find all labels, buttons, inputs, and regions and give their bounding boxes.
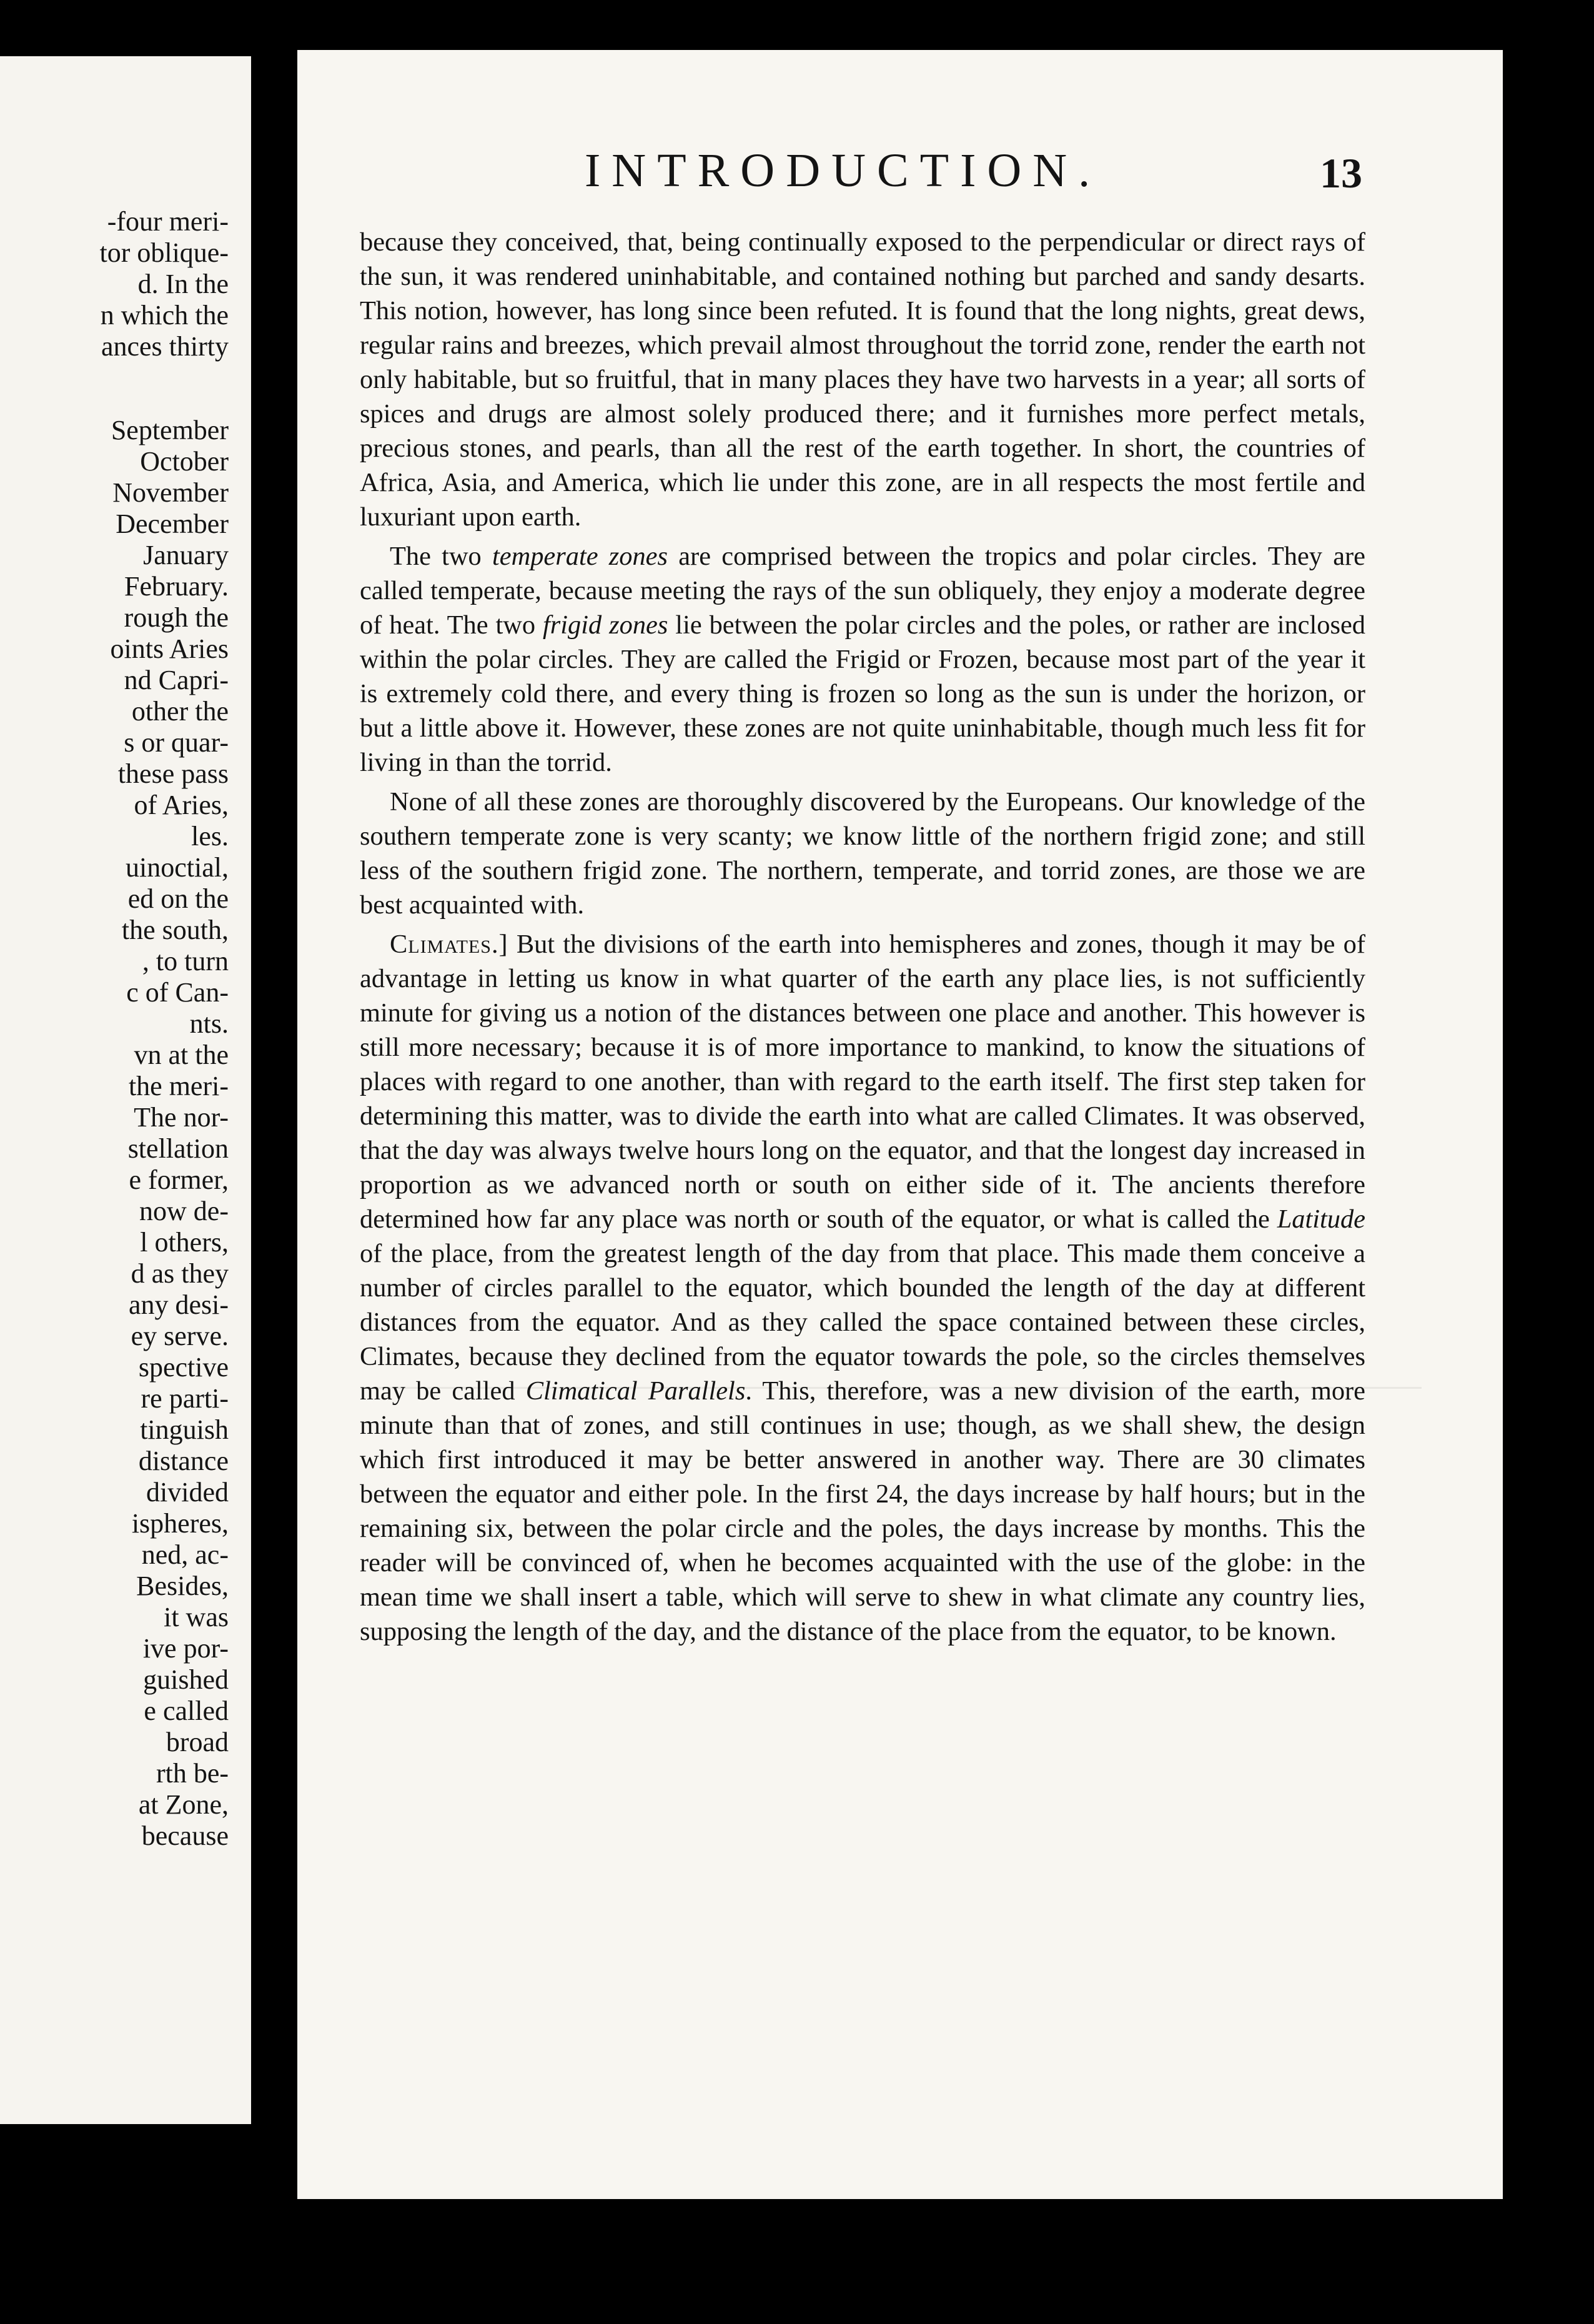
left-page-line: these pass [117,758,229,789]
left-page-line: c of Can- [126,977,229,1008]
left-page-line: oints Aries [110,633,229,664]
section-lead-climates: Climates.] [390,930,508,959]
left-page-line: the meri- [128,1071,229,1101]
left-page-line: s or quar- [124,727,229,758]
left-page-line: September [111,415,229,445]
left-page-line: December [116,509,229,539]
left-page-line: rough the [124,602,229,633]
left-page-line: other the [131,696,229,727]
left-page-line: ive por- [142,1633,229,1664]
left-page-line: February. [124,571,229,602]
left-page-line: January [143,540,229,570]
left-page-line: ned, ac- [141,1539,229,1570]
left-page-line: at Zone, [138,1789,229,1820]
left-page-line: -four meri- [107,206,229,237]
term-frigid-zones: frigid zones [543,610,668,640]
paragraph-temperate-frigid [360,539,1365,780]
left-page-line: nd Capri- [124,665,229,695]
left-page-line: stellation [127,1133,229,1164]
left-page-line: ey serve. [131,1321,229,1351]
left-page-line: re parti- [141,1383,229,1414]
paragraph-torrid-zone: because they conceived, that, being continually exposed to the perpendicular or direct rays of the sun, it was rendered uninhabitable, and contained nothing but parched and sandy desarts. This notion, however, has long since been refuted. It is found that the long nights, great dews, regular rains and breezes, which prevail almost throughout the torrid zone, render the earth not only habitable, but so fruitful, that in many places they have two harvests in a year; all sorts of spices and drugs are almost solely produced there; and it furnishes more perfect metals, precious stones, and pearls, than all the rest of the earth together. In short, the countries of Africa, Asia, and America, which lie under this zone, are in all respects the most fertile and luxuriant upon earth. [360,227,1365,532]
left-page-line: October [140,446,229,477]
left-page-line: The nor- [134,1102,229,1133]
left-page-line: e called [144,1696,229,1726]
page-header [297,144,1503,219]
left-page-fragment [0,56,251,2124]
term-temperate-zones: temperate zones [492,542,668,571]
left-page-line: d as they [131,1258,229,1289]
left-page-line: d. In the [137,269,229,299]
text-run: . This, therefore, was a new division of the earth, more minute than that of zones, and still continues in use; though, as we shall shew, the design which first introduced it may be better answered in another way. There are 30 climates between the equator and either pole. In the first 24, the days increase by half hours; but in the remaining six, between the polar circle and the poles, the days increase by months. This the reader will be convinced of, when he becomes acquainted with the use of the globe: in the mean time we shall insert a table, which will serve to shew in what climate any country lies, supposing the length of the day, and the distance of the place from the equator, to be known. [360,1376,1365,1646]
left-page-line [99,362,229,415]
left-page-line: ed on the [127,883,229,914]
left-page-line: rth be- [156,1758,229,1789]
left-page-line: spective [138,1352,229,1383]
term-latitude: Latitude [1277,1204,1365,1234]
right-page [297,50,1503,2199]
text-run: The two [390,542,493,571]
left-page-line: , to turn [142,946,229,976]
running-head: INTRODUCTION. [585,144,1102,197]
left-page-line: l others, [140,1227,229,1258]
left-page-line: broad [166,1727,229,1757]
left-page-line: tinguish [140,1414,229,1445]
left-page-line: tor oblique- [99,237,229,268]
left-page-line: November [112,477,229,508]
left-page-line: ispheres, [131,1508,229,1539]
left-page-line: distance [138,1446,229,1476]
left-page-line: guished [143,1664,229,1695]
left-page-line: any desi- [128,1289,229,1320]
left-page-lines [99,206,229,1852]
text-run: But the divisions of the earth into hemispheres and zones, though it may be of advantage in letting us know in what quarter of the earth any place lies, is not sufficiently minute for giving us a notion of the distances between one place and another. This however is still more necessary; because it is of more importance to mankind, to know the situations of places with regard to one another, than with regard to the earth itself. The first step taken for determining this matter, was to divide the earth into what are called Climates. It was observed, that the day was always twelve hours long on the equator, and that the longest day increased in proportion as we advanced north or south on either side of it. The ancients therefore determined how far any place was north or south of the equator, or what is called the [360,930,1365,1234]
term-climatical-parallels: Climatical Parallels [525,1376,746,1406]
page-number: 13 [1320,149,1362,197]
text-run: of the place, from the greatest length of the day from that place. This made them conceive a number of circles parallel to the equator, which bounded the length of the day at different distances from the equator. And as they called the space contained between these circles, Climates, because they declined from the equator towards the pole, so the circles themselves may be called [360,1239,1365,1406]
left-page-line: uinoctial, [126,852,229,883]
bleed-through-table [372,1387,1422,1826]
left-page-line: e former, [129,1164,229,1195]
left-page-line: now de- [139,1196,229,1226]
left-page-line: Besides, [136,1571,229,1601]
left-page-line: vn at the [134,1040,229,1070]
paragraph-europeans: None of all these zones are thoroughly discovered by the Europeans. Our knowledge of the southern temperate zone is very scanty; we know little of the northern frigid zone; and still less of the southern frigid zone. The northern, temperate, and torrid zones, are those we are best acquainted with. [360,787,1365,920]
text-run: are comprised between the tropics and polar circles. They are called temperate, because meeting the rays of the sun obliquely, they enjoy a moderate degree of heat. The two [360,542,1365,640]
left-page-line: n which the [100,300,229,330]
left-page-line: ances thirty [101,331,229,362]
left-page-line: les. [191,821,229,852]
left-page-line: the south, [121,915,229,945]
left-page-line: because [141,1820,229,1851]
text-run: lie between the polar circles and the poles, or rather are inclosed within the polar circles. They are called the Frigid or Frozen, because most part of the year it is extremely cold there, and every thing is frozen so long as the sun is under the horizon, or but a little above it. However, these zones are not quite uninhabitable, though much less fit for living in than the torrid. [360,610,1365,777]
left-page-line: divided [146,1477,229,1507]
left-page-line: it was [164,1602,229,1632]
left-page-line: of Aries, [134,790,229,820]
left-page-line: nts. [189,1008,229,1039]
